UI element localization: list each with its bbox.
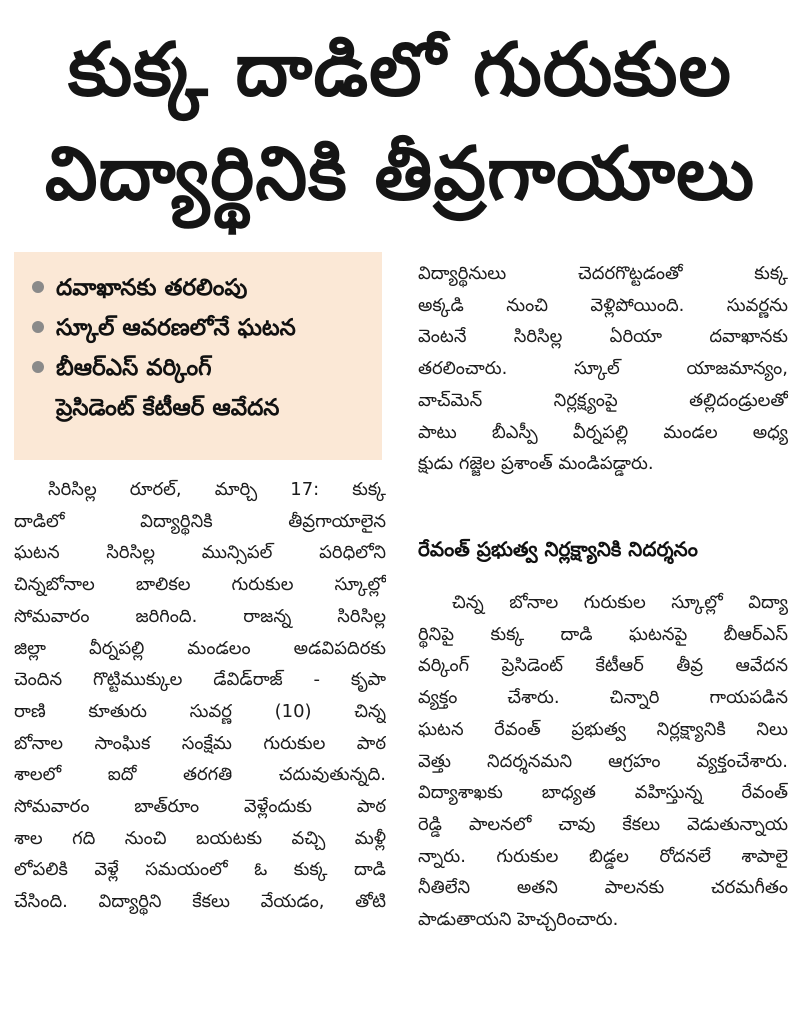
article-line: ర్థినిపై కుక్క దాడి ఘటనపై బీఆర్ఎస్ bbox=[418, 623, 788, 645]
article-line: పాటు బీఎస్పీ వీర్నపల్లి మండల అధ్య bbox=[418, 421, 788, 443]
article-line: చేసింది. విద్యార్థిని కేకలు వేయడం, తోటి bbox=[14, 891, 386, 913]
article-line: న్నారు. గురుకుల బిడ్డల రోదనలే శాపాలై bbox=[418, 845, 788, 867]
article-line: దాడిలో విద్యార్థినికి తీవ్రగాయాలైన bbox=[14, 510, 386, 532]
article-line: సోమవారం జరిగింది. రాజన్న సిరిసిల్ల bbox=[14, 605, 386, 627]
article-line: విద్యార్థినులు చెదరగొట్టడంతో కుక్క bbox=[418, 263, 788, 284]
article-line: రాణి కూతురు సువర్ణ (10) చిన్న bbox=[14, 700, 386, 722]
highlight-text: బీఆర్ఎస్ వర్కింగ్ bbox=[56, 355, 212, 381]
article-line: బోనాల సాంఘిక సంక్షేమ గురుకుల పాఠ bbox=[14, 732, 386, 754]
article-line: చిన్నబోనాల బాలికల గురుకుల స్కూల్లో bbox=[14, 574, 386, 596]
article-line: వెంటనే సిరిసిల్ల ఏరియా దవాఖానకు bbox=[418, 326, 788, 348]
highlight-item bbox=[30, 348, 372, 388]
article-line: వర్కింగ్ ప్రెసిడెంట్ కేటీఆర్ తీవ్ర ఆవేదన bbox=[418, 655, 788, 677]
highlight-item bbox=[30, 268, 372, 308]
article-line: శాలలో ఐదో తరగతి చదువుతున్నది. bbox=[14, 764, 386, 786]
article-line: నీతిలేని అతని పాలనకు చరమగీతం bbox=[418, 877, 788, 899]
article-line: రెడ్డి పాలనలో చావు కేకలు వెడుతున్నాయ bbox=[418, 813, 788, 835]
article-line: విద్యాశాఖకు బాధ్యత వహిస్తున్న రేవంత్ bbox=[418, 782, 788, 804]
article-line: ఘటన సిరిసిల్ల మున్సిపల్ పరిధిలోని bbox=[14, 542, 386, 564]
article-line: పాడుతాయని హెచ్చరించారు. bbox=[418, 909, 619, 931]
article-line: చిన్న బోనాల గురుకుల స్కూల్లో విద్యా bbox=[452, 592, 788, 613]
headline-line-1: కుక్క దాడిలో గురుకుల bbox=[68, 27, 732, 113]
headline bbox=[0, 18, 800, 226]
column-gutter bbox=[400, 250, 401, 990]
article-line: వ్యక్తం చేశారు. చిన్నారి గాయపడిన bbox=[418, 687, 788, 709]
article-subheading: రేవంత్ ప్రభుత్వ నిర్లక్ష్యానికి నిదర్శనం bbox=[418, 537, 698, 561]
article-line: జిల్లా వీర్నపల్లి మండలం అడవిపదిరకు bbox=[14, 637, 386, 659]
article-line: తరలించారు. స్కూల్ యాజమాన్యం, bbox=[418, 358, 788, 380]
bullet-dot-icon bbox=[32, 281, 44, 293]
bullet-dot-icon bbox=[32, 321, 44, 333]
bullet-dot-icon bbox=[32, 361, 44, 373]
highlight-item bbox=[30, 308, 372, 348]
article-line: సిరిసిల్ల రూరల్, మార్చి 17: కుక్క bbox=[48, 479, 386, 500]
article-line: సోమవారం బాత్‌రూం వెళ్లేందుకు పాఠ bbox=[14, 796, 386, 818]
article-column-right-bottom bbox=[418, 587, 788, 936]
article-line: క్షుడు గజ్జెల ప్రశాంత్ మండిపడ్డారు. bbox=[418, 453, 654, 475]
article-line: వాచ్‌మెన్ నిర్లక్ష్యంపై తల్లిదండ్రులతో bbox=[418, 389, 788, 411]
headline-line-2: విద్యార్థినికి తీవ్రగాయాలు bbox=[44, 131, 756, 217]
highlight-item-continued: ప్రెసిడెంట్ కేటీఆర్ ఆవేదన bbox=[56, 395, 280, 421]
article-line: శాల గది నుంచి బయటకు వచ్చి మళ్లీ bbox=[14, 827, 386, 849]
article-line: చెందిన గొట్టిముక్కుల డేవిడ్‌రాజ్ - కృపా bbox=[14, 669, 386, 691]
article-column-left bbox=[14, 474, 386, 918]
article-line: అక్కడి నుంచి వెళ్లిపోయింది. సువర్ణను bbox=[418, 294, 788, 316]
article-line: వెత్తు నిదర్శనమని ఆగ్రహం వ్యక్తంచేశారు. bbox=[418, 750, 788, 772]
article-column-right-top bbox=[418, 258, 788, 480]
article-line: ఘటన రేవంత్ ప్రభుత్వ నిర్లక్ష్యానికి నిలు bbox=[418, 718, 788, 740]
highlights-box bbox=[14, 252, 382, 460]
highlight-text: దవాఖానకు తరలింపు bbox=[56, 275, 248, 301]
article-line: లోపలికి వెళ్లే సమయంలో ఓ కుక్క దాడి bbox=[14, 859, 386, 881]
highlight-text: స్కూల్ ఆవరణలోనే ఘటన bbox=[56, 315, 296, 341]
